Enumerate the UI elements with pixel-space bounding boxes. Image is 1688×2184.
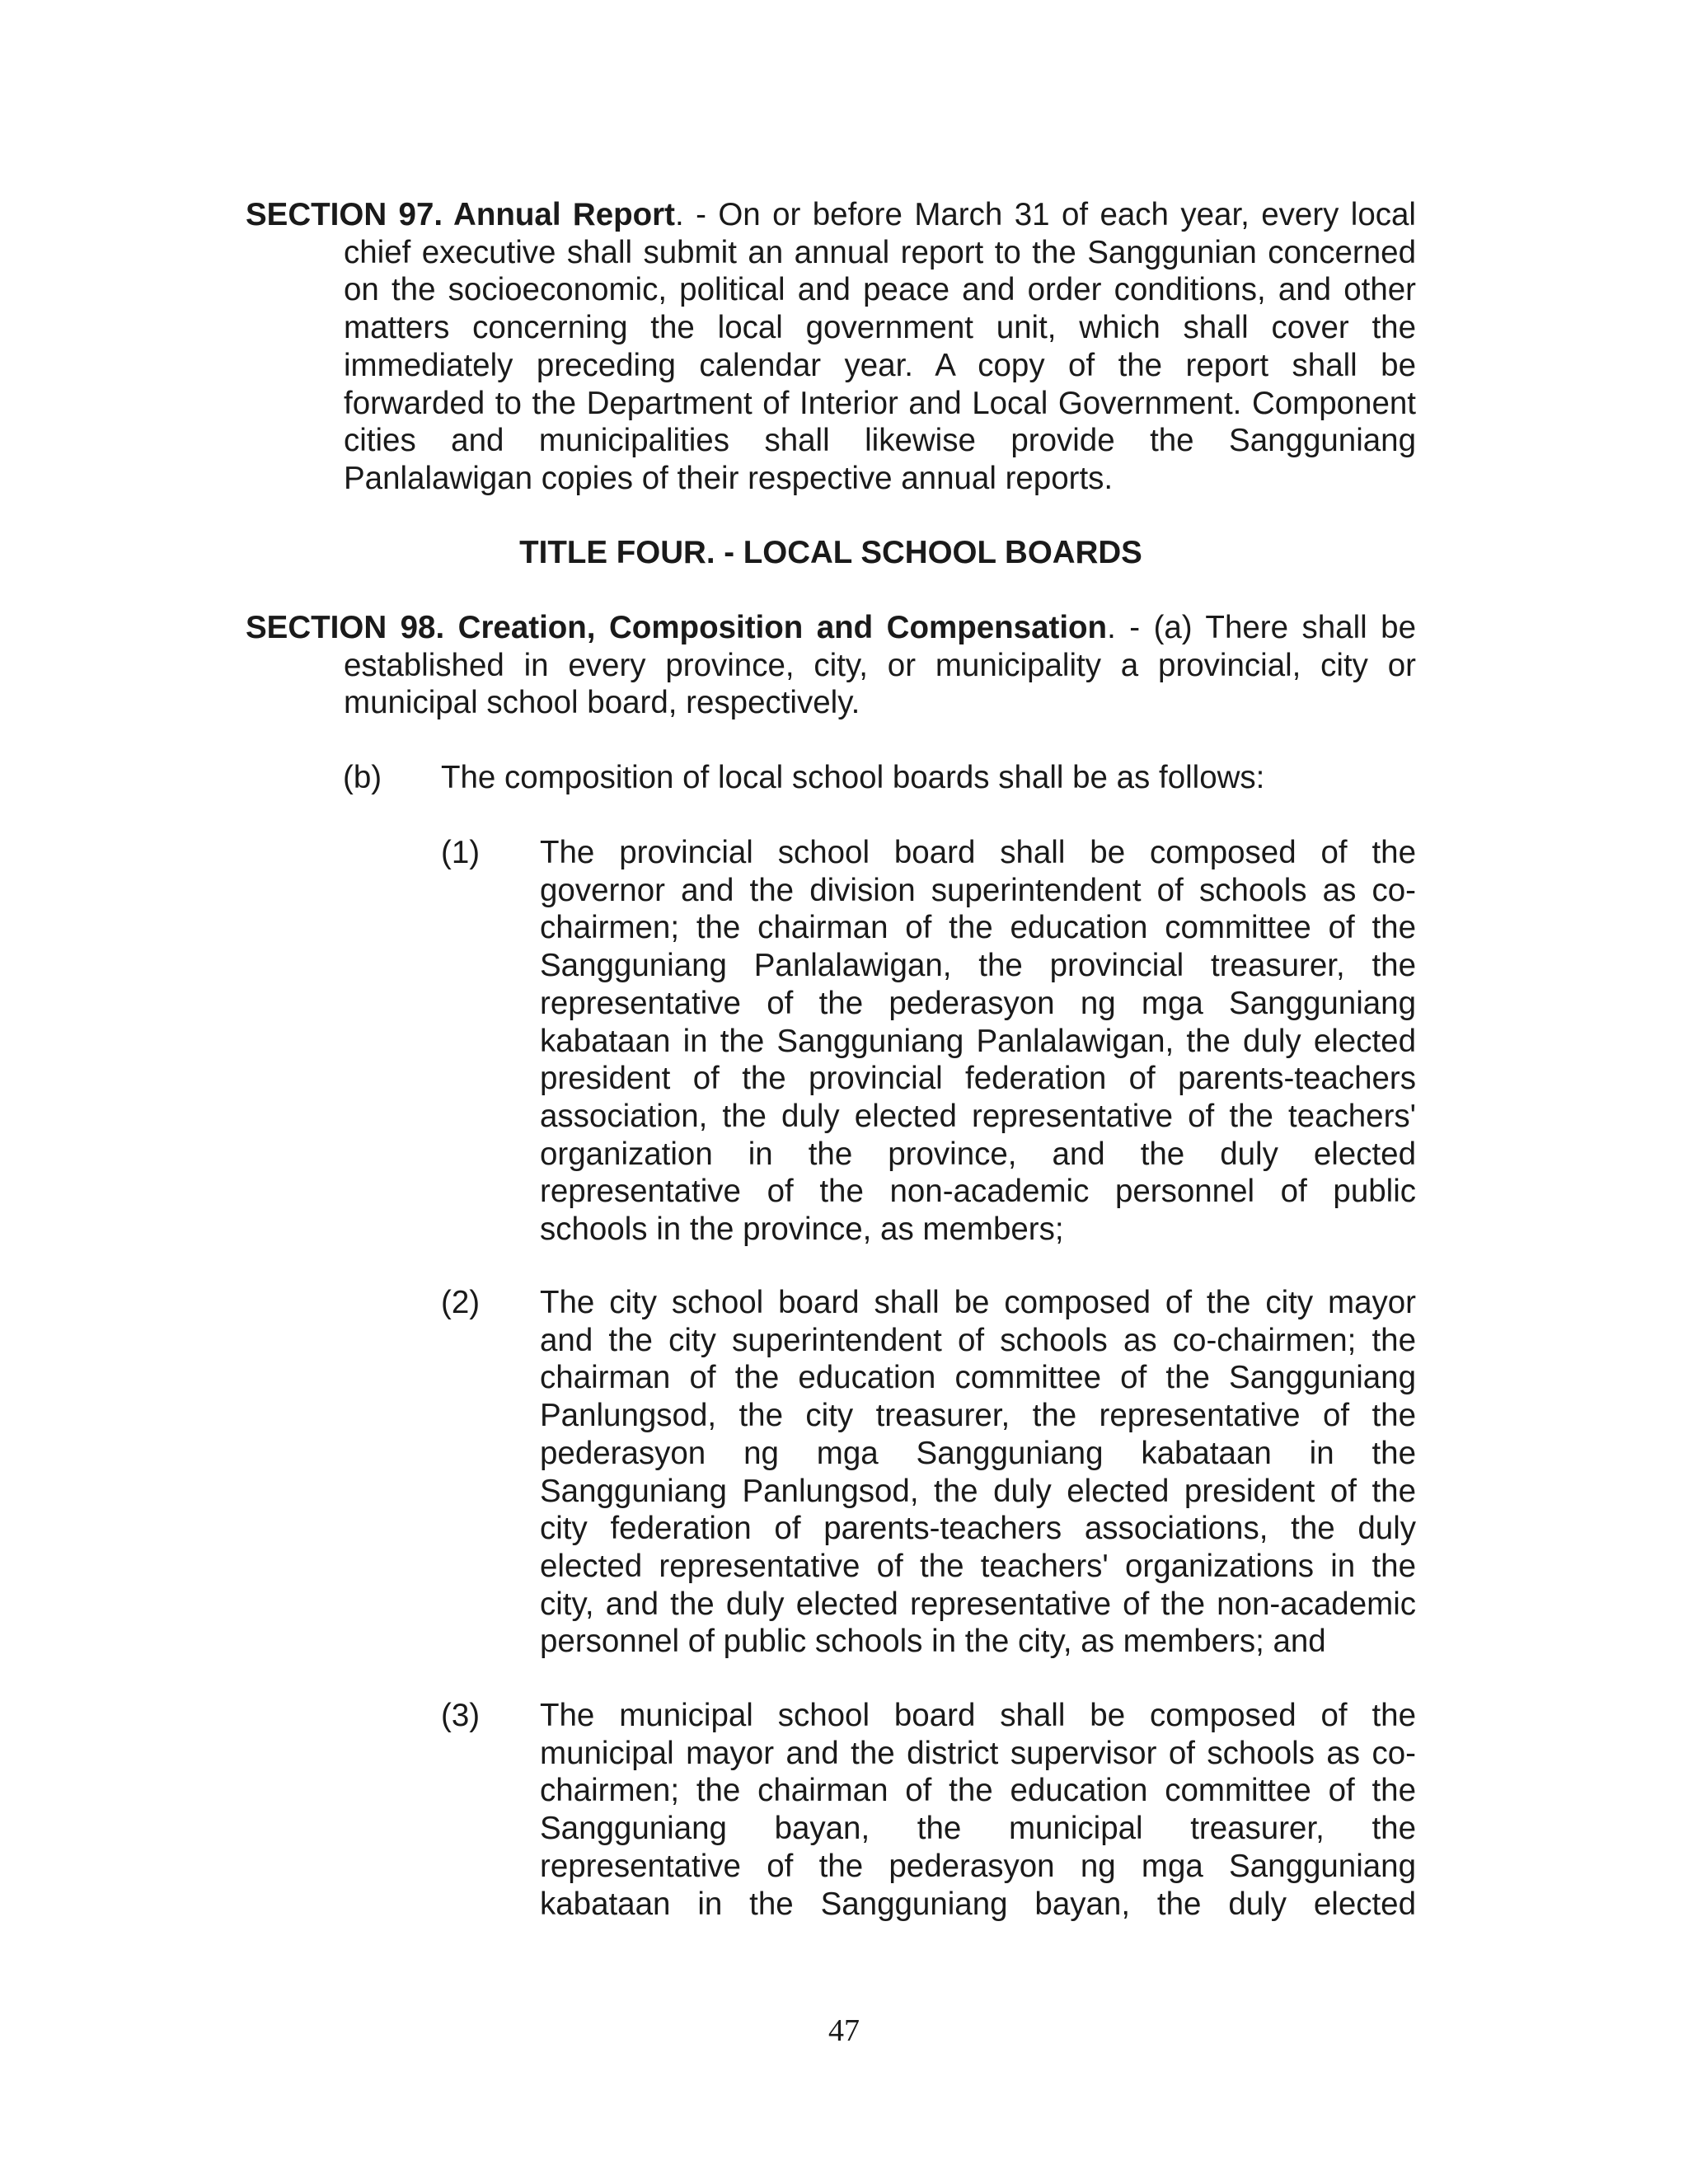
section-98-text: . - (a) There shall be established in every province, city, or municipality a provincial, city or municipal school board, respectively. xyxy=(344,610,1416,721)
section-97-heading: SECTION 97. Annual Report xyxy=(246,197,675,232)
item-1-text: The provincial school board shall be composed of the governor and the division superintendent of schools as co-chairmen; the chairman of the education committee of the Sangguniang Panlalawigan, the provincial treasurer, the representative of the pederasyon ng mga Sangguniang kabataan in the Sangguniang Panlalawigan, the duly elected president of the provincial federation of parents-teachers association, the duly elected representative of the teachers' organization in the province, and the duly elected representative of the non-academic personnel of public schools in the province, as members; xyxy=(540,835,1416,1248)
page-number: 47 xyxy=(828,2013,860,2048)
section-98-heading: SECTION 98. Creation, Composition and Compensation xyxy=(246,610,1108,645)
title-four-heading: TITLE FOUR. - LOCAL SCHOOL BOARDS xyxy=(519,535,1142,570)
item-3-label: (3) xyxy=(441,1698,481,1733)
item-3-text: The municipal school board shall be composed of the municipal mayor and the district supervisor of schools as co-chairmen; the chairman of the education committee of the Sangguniang bayan, the municipal treasurer, the representative of the pederasyon ng mga Sangguniang kabataan in the Sangguniang bayan, the duly elected xyxy=(540,1698,1416,1922)
item-2-label: (2) xyxy=(441,1285,481,1320)
section-97 xyxy=(246,196,1416,498)
section-98-paragraph xyxy=(246,609,1416,722)
section-97-paragraph xyxy=(246,196,1416,498)
section-98 xyxy=(246,609,1416,722)
subsection-b-text: The composition of local school boards shall be as follows: xyxy=(441,760,1265,795)
section-97-text: . - On or before March 31 of each year, every local chief executive shall submit an annual report to the Sanggunian concerned on the socioeconomic, political and peace and order conditions, and other matters concerning the local government unit, which shall cover the immediately preceding calendar year. A copy of the report shall be forwarded to the Department of Interior and Local Government. Component cities and municipalities shall likewise provide the Sangguniang Panlalawigan copies of their respective annual reports. xyxy=(344,197,1416,496)
subsection-b-label: (b) xyxy=(343,760,382,795)
item-2-text: The city school board shall be composed of the city mayor and the city superintendent of schools as co-chairmen; the chairman of the education committee of the Sangguniang Panlungsod, the city treasurer, the representative of the pederasyon ng mga Sangguniang kabataan in the Sangguniang Panlungsod, the duly elected president of the city federation of parents-teachers associations, the duly elected representative of the teachers' organizations in the city, and the duly elected representative of the non-academic personnel of public schools in the city, as members; and xyxy=(540,1285,1416,1660)
item-1-label: (1) xyxy=(441,835,481,870)
